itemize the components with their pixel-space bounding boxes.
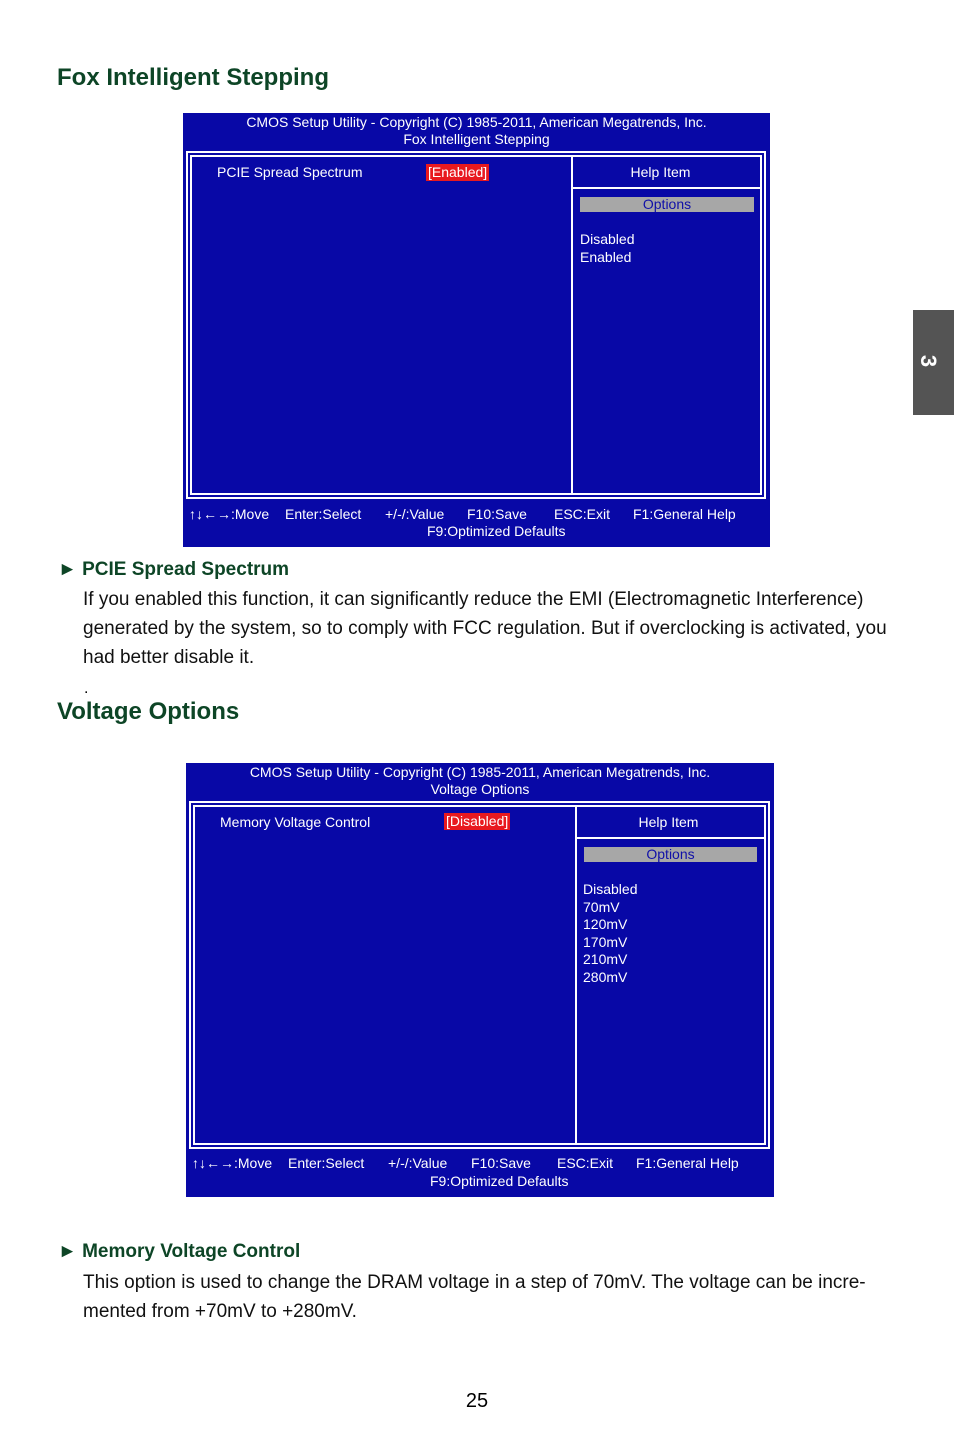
option-item[interactable]: 120mV [583, 916, 628, 932]
key-hint-value: +/-/:Value [385, 506, 445, 522]
paragraph-memory-voltage-control: This option is used to change the DRAM voltage in a step of 70mV. The voltage can be incre-mented from +70mV to +280mV. [83, 1272, 866, 1322]
option-item[interactable]: Disabled [580, 231, 635, 247]
bios-screen-voltage-options [186, 763, 774, 1197]
key-hint-select: Enter:Select [285, 506, 362, 522]
options-bar: Options [584, 847, 757, 862]
help-title-rule [577, 837, 766, 839]
help-title-rule [573, 187, 613, 189]
key-hint-value: +/-/:Value [388, 1155, 448, 1171]
bios-header [186, 764, 774, 798]
key-hint-help: F1:General Help [636, 1155, 739, 1171]
subsection-title-pcie-spread-spectrum: ► PCIE Spread Spectrum [58, 559, 290, 580]
bios-screen-fox-intelligent-stepping [183, 113, 770, 547]
key-hint-defaults: F9:Optimized Defaults [427, 523, 566, 539]
bios-header-copyright: CMOS Setup Utility - Copyright (C) 1985-2011, American Megatrends, Inc. [249, 764, 711, 780]
options-list [583, 881, 637, 986]
key-hint-exit: ESC:Exit [554, 506, 611, 522]
setting-memory-voltage-control[interactable]: Memory Voltage Control [220, 814, 371, 830]
stray-dot: . [84, 680, 89, 697]
key-hint-select: Enter:Select [288, 1155, 365, 1171]
bios-footer-keys [183, 506, 770, 546]
options-bar: Options [580, 197, 754, 212]
key-hint-defaults: F9:Optimized Defaults [430, 1173, 569, 1189]
key-hint-exit: ESC:Exit [557, 1155, 614, 1171]
help-title-rule [613, 187, 762, 189]
option-item[interactable]: 70mV [583, 898, 620, 915]
section-title-voltage-options: Voltage Options [57, 698, 240, 725]
chapter-tab-number: 3 [916, 354, 942, 368]
setting-value-disabled[interactable]: [Disabled] [446, 813, 509, 829]
help-item-title: Help Item [630, 164, 691, 180]
chapter-tab [913, 310, 954, 415]
bios-header-copyright: CMOS Setup Utility - Copyright (C) 1985-2011, American Megatrends, Inc. [246, 114, 707, 130]
bios-header [183, 114, 770, 148]
key-hint-save: F10:Save [471, 1155, 531, 1171]
bios-header-page-title: Voltage Options [430, 781, 530, 797]
key-hint-move: ↑↓←→:Move [192, 1155, 273, 1171]
setting-value-enabled[interactable]: [Enabled] [428, 164, 488, 180]
setting-pcie-spread-spectrum[interactable]: PCIE Spread Spectrum [217, 164, 363, 180]
key-hint-move: ↑↓←→:Move [189, 506, 270, 522]
help-item-title: Help Item [638, 814, 699, 830]
bios-footer-keys [186, 1155, 774, 1195]
key-hint-save: F10:Save [467, 506, 527, 522]
bios-panel-divider [575, 805, 577, 1145]
bios-header-page-title: Fox Intelligent Stepping [403, 131, 550, 147]
options-list [580, 231, 634, 266]
option-item[interactable]: 280mV [583, 968, 628, 985]
option-item[interactable]: Enabled [580, 248, 632, 265]
page-number: 25 [465, 1390, 489, 1412]
paragraph-pcie-spread-spectrum: If you enabled this function, it can significantly reduce the EMI (Electromagnetic Interference) generated by the system, so to comply with FCC regulation. But if overclocking is activated, you had better disable it. [83, 589, 887, 668]
section-title-fox-intelligent-stepping: Fox Intelligent Stepping [57, 64, 329, 91]
option-item[interactable]: 170mV [583, 933, 628, 950]
key-hint-help: F1:General Help [633, 506, 736, 522]
option-item[interactable]: 210mV [583, 951, 628, 967]
bios-panel-divider [571, 155, 573, 495]
subsection-title-memory-voltage-control: ► Memory Voltage Control [58, 1241, 301, 1262]
option-item[interactable]: Disabled [583, 881, 638, 897]
